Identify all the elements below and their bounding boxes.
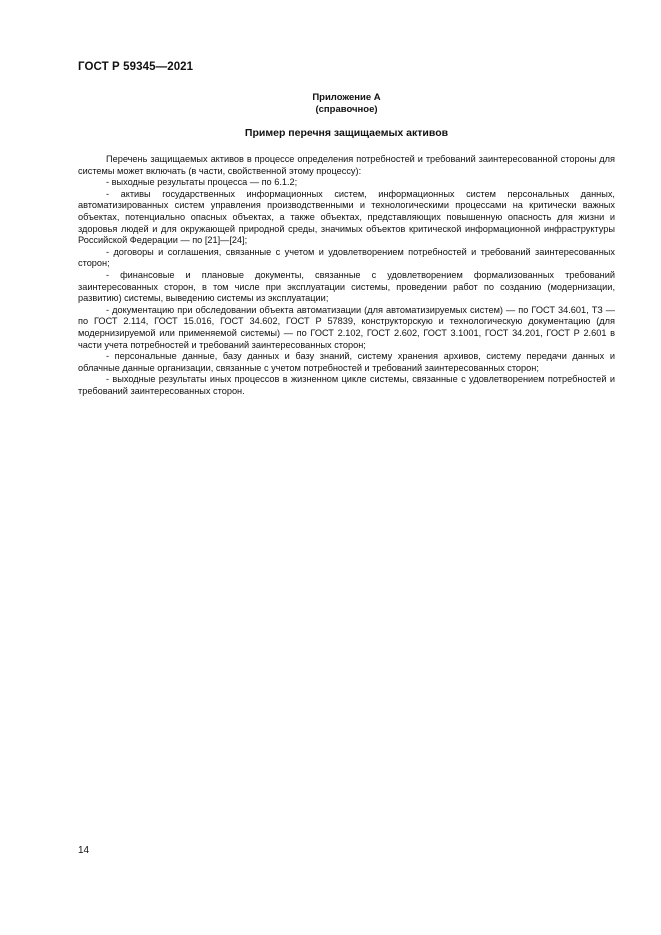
list-item: - персональные данные, базу данных и базу знаний, систему хранения архивов, систему передачи данных и облачные данные организации, связанные с учетом потребностей и требований заинтересованных сторон;	[78, 351, 615, 373]
list-item: - финансовые и плановые документы, связанные с удовлетворением формализованных требований заинтересованных сторон, в том числе при эксплуатации системы, проведении работ по созданию (модернизации, развитию) системы, выведению системы из эксплуатации;	[78, 269, 615, 304]
appendix-heading	[78, 92, 615, 116]
list-item: - активы государственных информационных систем, информационных систем персональных данных, автоматизированных систем управления производственными и технологическими процессами на критически важных объектах, потенциально опасных объектах, а также объектах, представляющих повышенную опасность для жизни и здоровья людей и для окружающей природной среды, значимых объектов критической информационной инфраструктуры Российской Федерации — по [21]—[24];	[78, 188, 615, 246]
appendix-subtitle: (справочное)	[315, 104, 378, 115]
paragraph-intro: Перечень защищаемых активов в процессе определения потребностей и требований заинтересованной стороны для системы может включать (в части, свойственной этому процессу):	[78, 154, 615, 176]
document-code-header: ГОСТ Р 59345—2021	[78, 61, 194, 73]
appendix-title: Приложение А	[312, 92, 381, 103]
list-item: - выходные результаты процесса — по 6.1.2;	[106, 177, 298, 188]
list-item: - договоры и соглашения, связанные с учетом и удовлетворением потребностей и требований заинтересованных сторон;	[78, 246, 615, 269]
list-item: - документацию при обследовании объекта автоматизации (для автоматизируемых систем) — по ГОСТ 34.601, ТЗ — по ГОСТ 2.114, ГОСТ 15.016, ГОСТ 34.602, ГОСТ Р 57839, конструкторскую и технологическую документацию (для модернизируемой или применяемой системы) — по ГОСТ 2.102, ГОСТ 2.602, ГОСТ 3.1001, ГОСТ 34.201, ГОСТ Р 2.601 в части учета потребностей и требований заинтересованных сторон;	[78, 304, 615, 350]
list-item: - выходные результаты иных процессов в жизненном цикле системы, связанные с удовлетворением потребностей и требований заинтересованных сторон.	[78, 374, 615, 396]
page-number: 14	[78, 845, 90, 856]
section-title: Пример перечня защищаемых активов	[244, 127, 449, 139]
body-text	[78, 154, 615, 397]
